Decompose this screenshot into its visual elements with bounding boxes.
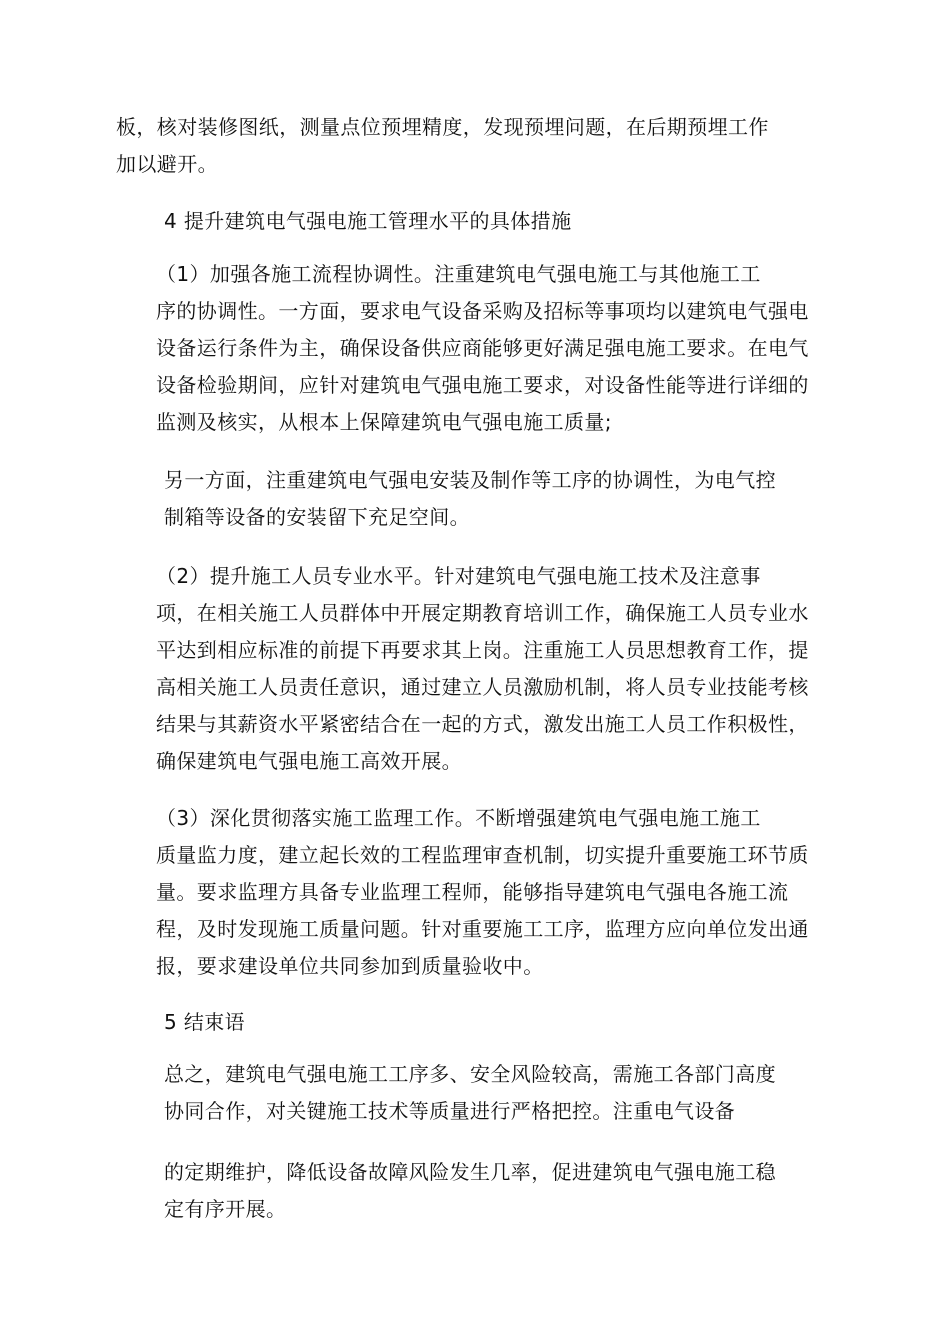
text-line: 另一方面，注重建筑电气强电安装及制作等工序的协调性，为电气控 — [164, 468, 776, 492]
text-line: （3）深化贯彻落实施工监理工作。不断增强建筑电气强电施工施工 — [156, 806, 761, 830]
text-line: 设备检验期间，应针对建筑电气强电施工要求，对设备性能等进行详细的 — [156, 373, 809, 397]
text-line: 板，核对装修图纸，测量点位预埋精度，发现预埋问题，在后期预埋工作 — [116, 115, 769, 139]
text-line: 设备运行条件为主，确保设备供应商能够更好满足强电施工要求。在电气 — [156, 336, 809, 360]
text-line: 监测及核实，从根本上保障建筑电气强电施工质量; — [156, 410, 612, 434]
text-line: 报，要求建设单位共同参加到质量验收中。 — [156, 954, 544, 978]
text-line: 的定期维护，降低设备故障风险发生几率，促进建筑电气强电施工稳 — [164, 1160, 776, 1184]
text-line: 确保建筑电气强电施工高效开展。 — [156, 749, 462, 773]
text-line: 制箱等设备的安装留下充足空间。 — [164, 505, 470, 529]
text-line: 定有序开展。 — [164, 1197, 287, 1221]
paragraph-continued — [116, 109, 836, 183]
paragraph-measure-1 — [116, 256, 836, 441]
text-line: 平达到相应标准的前提下再要求其上岗。注重施工人员思想教育工作，提 — [156, 638, 809, 662]
text-line: 质量监力度，建立起长效的工程监理审查机制，切实提升重要施工环节质 — [156, 843, 809, 867]
paragraph-measure-3 — [116, 800, 836, 985]
text-line: 序的协调性。一方面，要求电气设备采购及招标等事项均以建筑电气强电 — [156, 299, 809, 323]
paragraph-conclusion-continued — [116, 1154, 836, 1228]
text-line: 项，在相关施工人员群体中开展定期教育培训工作，确保施工人员专业水 — [156, 601, 809, 625]
text-line: （1）加强各施工流程协调性。注重建筑电气强电施工与其他施工工 — [156, 262, 761, 286]
section-heading-4 — [116, 203, 836, 240]
text-line: 结果与其薪资水平紧密结合在一起的方式，激发出施工人员工作积极性， — [156, 712, 809, 736]
section-heading-5 — [116, 1004, 836, 1041]
text-line: 高相关施工人员责任意识，通过建立人员激励机制，将人员专业技能考核 — [156, 675, 809, 699]
text-line: 加以避开。 — [116, 152, 218, 176]
text-line: 程，及时发现施工质量问题。针对重要施工工序，监理方应向单位发出通 — [156, 917, 809, 941]
text-line: 总之，建筑电气强电施工工序多、安全风险较高，需施工各部门高度 — [164, 1062, 776, 1086]
paragraph-measure-2 — [116, 558, 836, 780]
heading-text: 4 提升建筑电气强电施工管理水平的具体措施 — [164, 209, 572, 233]
text-line: 协同合作，对关键施工技术等质量进行严格把控。注重电气设备 — [164, 1099, 736, 1123]
paragraph-conclusion — [116, 1056, 836, 1130]
text-line: 量。要求监理方具备专业监理工程师，能够指导建筑电气强电各施工流 — [156, 880, 789, 904]
text-line: （2）提升施工人员专业水平。针对建筑电气强电施工技术及注意事 — [156, 564, 761, 588]
heading-text: 5 结束语 — [164, 1010, 246, 1034]
paragraph-measure-1-continued — [116, 462, 836, 536]
